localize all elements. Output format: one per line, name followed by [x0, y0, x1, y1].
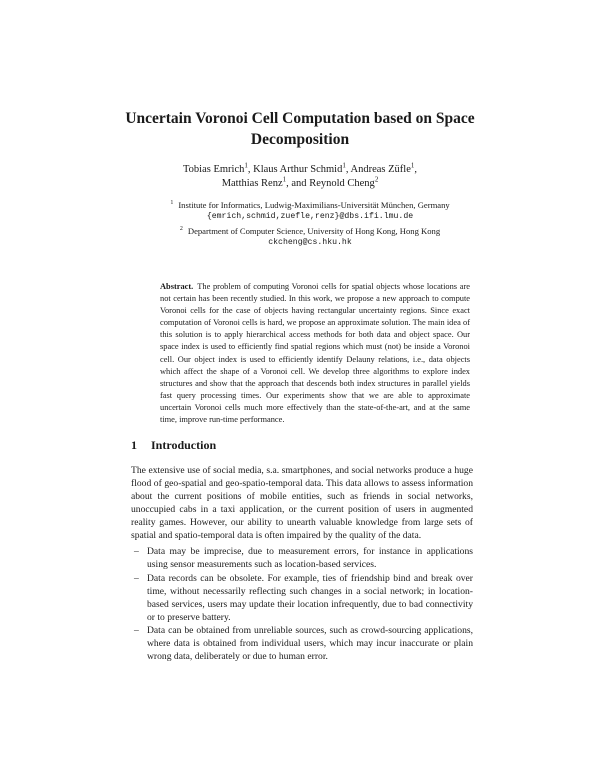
affiliation-2: [150, 224, 470, 248]
list-item: [131, 545, 473, 571]
affiliation-email[interactable]: {emrich,schmid,zuefle,renz}@dbs.ifi.lmu.de: [206, 211, 414, 221]
author-affiliation-mark: 1: [282, 175, 287, 184]
list-item-text: Data can be obtained from unreliable sources, such as crowd-sourcing applications, where data is obtained from individual users, which may incur inaccurate or plain wrong data, deliberately or due to human error.: [147, 625, 473, 662]
paper-title: Uncertain Voronoi Cell Computation based on Space Decomposition: [125, 110, 475, 148]
author-affiliation-mark: 1: [244, 161, 248, 170]
affiliation-name: Institute for Informatics, Ludwig-Maximilians-Universität München, Germany: [178, 199, 450, 210]
intro-paragraph: The extensive use of social media, s.a. smartphones, and social networks produce a huge flood of geo-spatial and geo-spatio-temporal data. This data allows to assess information about the current positions of mobile entities, such as friends in social networks, unoccupied cabs in a taxi application, or the current position of users in augmented reality games. However, our ability to unearth valuable knowledge from large sets of spatial and spatio-temporal data is often impaired by the quality of the data.: [131, 465, 473, 541]
list-item-text: Data may be imprecise, due to measurement errors, for instance in applications using sensor measurements such as location-based services.: [147, 546, 473, 570]
author-affiliation-mark: 1: [342, 161, 346, 170]
bullet-marker: –: [134, 546, 139, 557]
author-line-2: Matthias Renz$^1$, and Reynold Cheng$^2$: [221, 175, 379, 189]
author-line-1: Tobias Emrich$^1$, Klaus Arthur Schmid$^1$, Andreas Züfle$^1$,: [182, 161, 418, 175]
abstract-label: Abstract.: [160, 282, 194, 291]
author-name: Andreas Züfle: [350, 164, 411, 175]
author-affiliation-mark: 2: [374, 175, 379, 184]
affiliation-email[interactable]: ckcheng@cs.hku.hk: [268, 237, 352, 247]
abstract: [160, 281, 470, 426]
affiliation-number: 1: [170, 200, 174, 206]
affiliation-1: [150, 198, 470, 222]
affiliation-name: Department of Computer Science, University of Hong Kong, Hong Kong: [187, 225, 441, 236]
author-name: Matthias Renz: [221, 178, 283, 189]
abstract-text: The problem of computing Voronoi cells for spatial objects whose locations are not certain has been recently studied. In this work, we propose a new approach to compute Voronoi cells for the case of objects having rectangular uncertainty regions. Since exact computation of Voronoi cells is hard, we propose an approximate solution. The main idea of this solution is to apply hierarchical access methods for both data and object space. Our space index is used to efficiently find spatial regions which must (not) be inside a Voronoi cell. Our object index is used to efficiently identify Delauny relations, i.e., data objects which affect the shape of a Voronoi cell. We develop three algorithms to explore index structures and show that the approach that descends both index structures in parallel yields fast query processing times. Our experiments show that we are able to approximate uncertain Voronoi cells much more effectively than the state-of-the-art, and at the same time, improve run-time performance.: [160, 282, 470, 425]
author-affiliation-mark: 1: [410, 161, 415, 170]
author-name: Klaus Arthur Schmid: [253, 164, 343, 175]
section-title: Introduction: [151, 438, 217, 452]
author-name: Tobias Emrich: [182, 164, 245, 175]
section-number: 1: [131, 438, 137, 452]
bullet-list: [131, 545, 473, 664]
list-item: [131, 572, 473, 624]
author-list: [120, 163, 480, 191]
section-heading-introduction: [131, 438, 216, 453]
list-item-text: Data records can be obsolete. For example, ties of friendship bind and break over time, without necessarily reflecting such changes in a social network; in location-based services, users may update their location infrequently, due to bad connectivity or to preserve battery.: [147, 572, 473, 623]
bullet-marker: –: [134, 572, 139, 584]
affiliation-number: 2: [179, 226, 183, 232]
author-name: Reynold Cheng: [309, 178, 375, 189]
list-item: [131, 624, 473, 663]
bullet-marker: –: [134, 625, 139, 636]
